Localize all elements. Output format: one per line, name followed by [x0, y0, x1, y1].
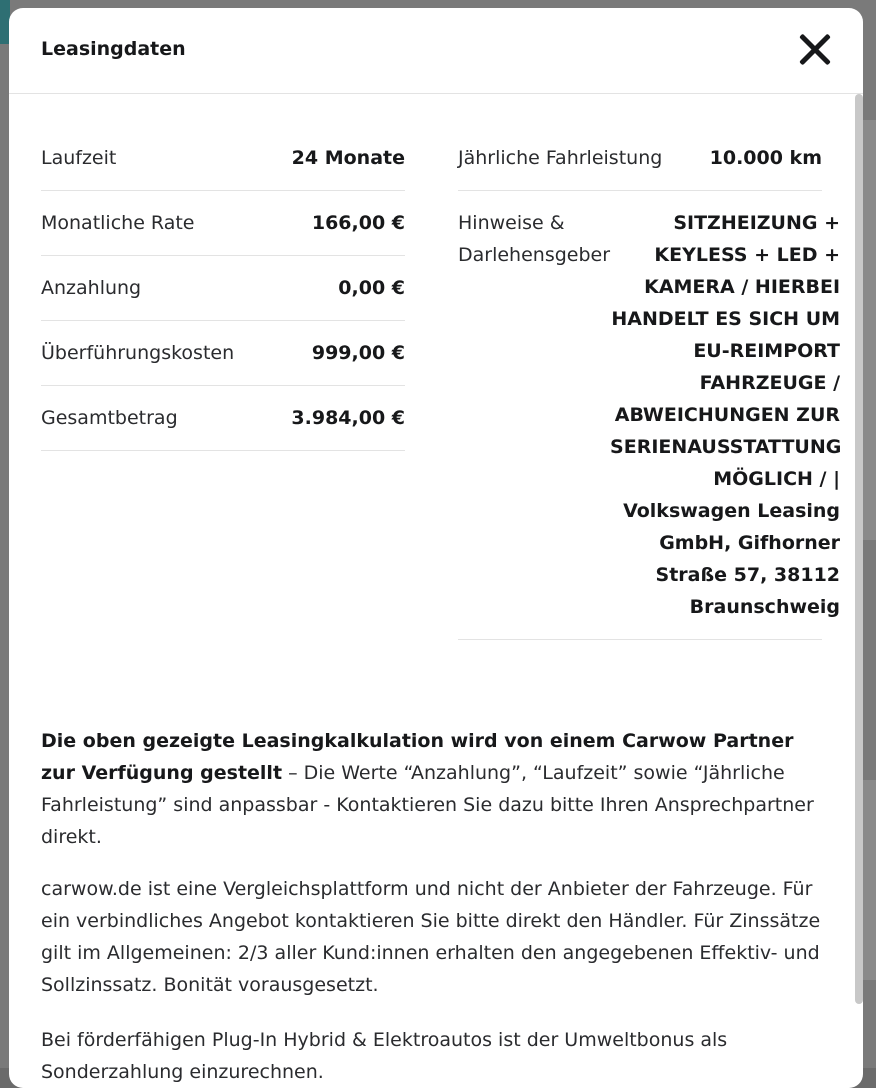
modal-header: [9, 8, 863, 94]
row-label: Monatliche Rate: [41, 212, 195, 234]
leasing-modal: [9, 8, 863, 1088]
disclaimer-partner: [41, 725, 831, 853]
leasing-details-right: [458, 126, 842, 640]
row-value: 0,00 €: [338, 277, 405, 299]
disclaimer-rest: – Die Werte “Anzahlung”, “Laufzeit” sowie “Jährliche Fahrleistung” sind anpassbar - Kontaktieren Sie dazu bitte Ihren Ansprechpartner direkt.: [41, 762, 814, 848]
modal-title: Leasingdaten: [41, 38, 186, 60]
scrollbar[interactable]: [855, 94, 863, 1004]
row-value: 24 Monate: [291, 147, 405, 169]
disclaimer-platform: carwow.de ist eine Vergleichsplattform und nicht der Anbieter der Fahrzeuge. Für ein verbindliches Angebot kontaktieren Sie bitte direkt den Händler. Für Zinssätze gilt im Allgemeinen: 2/3 aller Kund:innen erhalten den angegebenen Effektiv- und Sollzinssatz. Bonität vorausgesetzt.: [41, 878, 821, 996]
row-ueberfuehrungskosten: [41, 321, 405, 386]
row-value: 10.000 km: [709, 147, 822, 169]
row-label: Hinweise & Darlehensgeber: [458, 212, 611, 266]
row-label: Gesamtbetrag: [41, 407, 178, 429]
row-value: 166,00 €: [311, 212, 405, 234]
close-icon[interactable]: [797, 32, 833, 68]
row-hinweise: [458, 191, 842, 640]
row-value: SITZHEIZUNG + KEYLESS + LED + KAMERA / HIERBEI HANDELT ES SICH UM EU-REIMPORT FAHRZEUGE / ABWEICHUNGEN ZUR SERIENAUSSTATTUNG MÖGLICH / | Volkswagen Leasing GmbH, Gifhorner Straße 57, 38112 Braunschweig: [610, 212, 842, 618]
row-anzahlung: [41, 256, 405, 321]
row-gesamtbetrag: [41, 386, 405, 451]
row-laufzeit: [41, 126, 405, 191]
row-label: Überführungskosten: [41, 342, 235, 364]
leasing-details-left: [41, 126, 405, 451]
row-label: Anzahlung: [41, 277, 142, 299]
disclaimer-bold: Die oben gezeigte Leasingkalkulation wird von einem Carwow Partner zur Verfügung gestellt: [41, 730, 794, 784]
row-monatliche-rate: [41, 191, 405, 256]
row-value: 3.984,00 €: [291, 407, 405, 429]
row-label: Laufzeit: [41, 147, 117, 169]
row-label: Jährliche Fahrleistung: [458, 147, 663, 169]
disclaimer-umweltbonus: Bei förderfähigen Plug-In Hybrid & Elektroautos ist der Umweltbonus als Sonderzahlung einzurechnen.: [41, 1029, 728, 1083]
row-fahrleistung: [458, 126, 822, 191]
row-value: 999,00 €: [311, 342, 405, 364]
